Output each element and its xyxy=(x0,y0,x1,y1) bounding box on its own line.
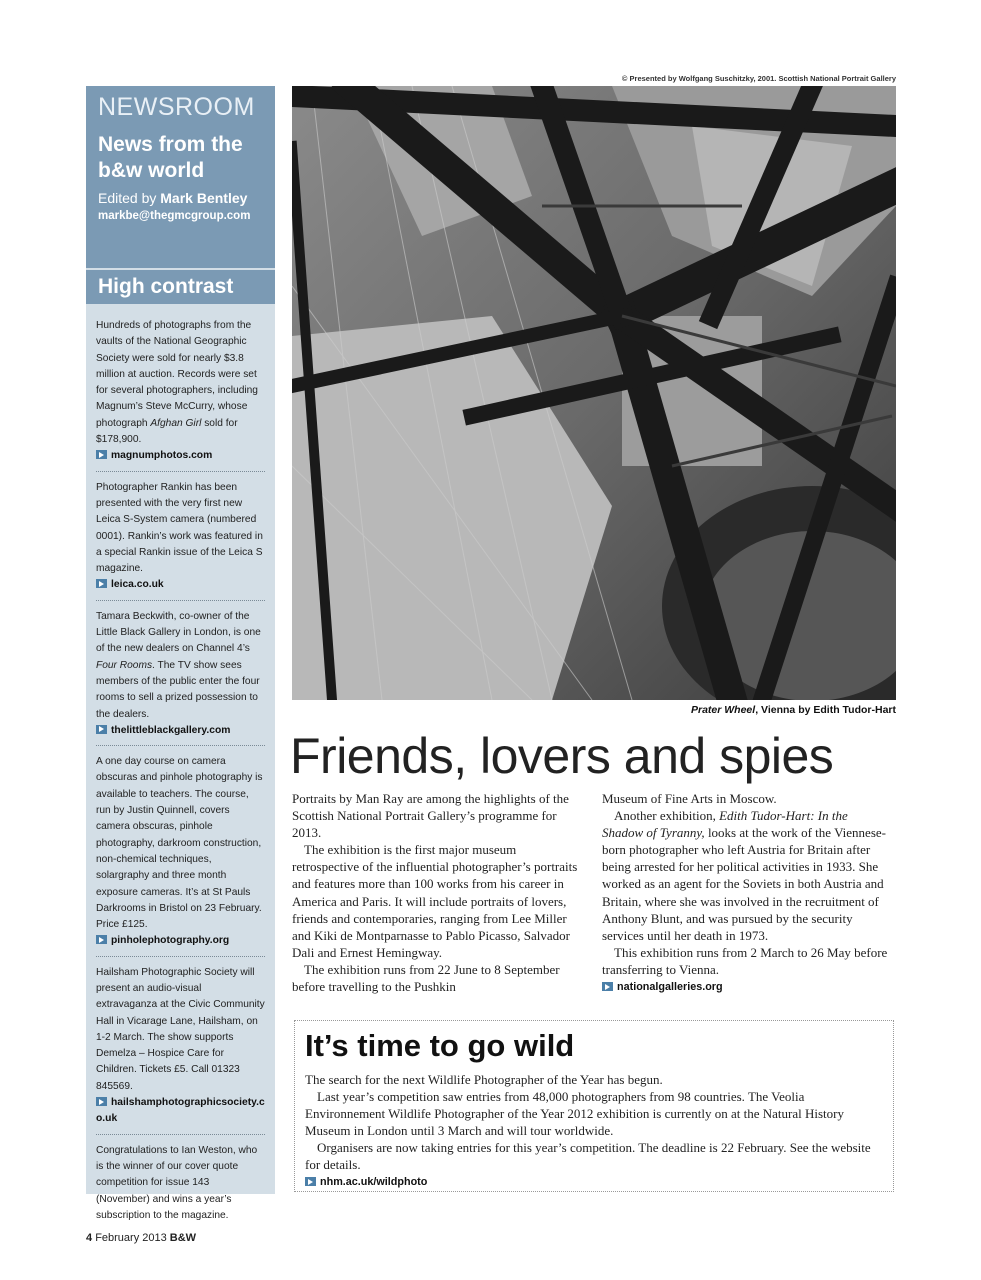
photo-illustration xyxy=(292,86,896,700)
arrow-icon xyxy=(305,1177,316,1186)
arrow-icon xyxy=(96,450,107,459)
editor-credit: Edited by Mark Bentley xyxy=(98,190,248,206)
news-link[interactable]: pinholephotography.org xyxy=(96,933,265,949)
sidebar-header xyxy=(86,86,275,268)
page-footer xyxy=(86,1232,196,1244)
arrow-icon xyxy=(96,1097,107,1106)
sidebar-title: News from the b&w world xyxy=(98,133,243,182)
photo-credit: © Presented by Wolfgang Suschitzky, 2001. Scottish National Portrait Gallery xyxy=(621,74,896,83)
paragraph: The exhibition is the first major museum retrospective of the influential photographer’s portraits and features more than 100 works from his career in America and Paris. It will include portraits of lovers, friends and contemporaries, ranging from Lee Miller and Kiki de Montparnasse to Pablo Picasso, Salvador Dali and Ernest Hemingway. xyxy=(292,842,578,960)
editor-email[interactable]: markbe@thegmcgroup.com xyxy=(98,210,251,222)
photo-caption: Prater Wheel, Vienna by Edith Tudor-Hart xyxy=(691,704,896,716)
paragraph: The search for the next Wildlife Photographer of the Year has begun. xyxy=(305,1072,663,1087)
article-column-2 xyxy=(602,790,892,996)
box-title: It’s time to go wild xyxy=(305,1028,575,1063)
news-item: Photographer Rankin has been presented with the very first new Leica S-System camera (numbered 0001). Rankin’s work was featured in a special Rankin issue of the Leica S magazine. leica.co.uk xyxy=(96,472,265,601)
page-number: 4 xyxy=(86,1232,93,1244)
section-label: NEWSROOM xyxy=(98,93,255,121)
paragraph: Museum of Fine Arts in Moscow. xyxy=(602,791,777,806)
news-link[interactable]: hailshamphotographicsociety.co.uk xyxy=(96,1097,265,1125)
paragraph: Last year’s competition saw entries from 48,000 photographers from 98 countries. The Veolia Environnement Wildlife Photographer of the Year 2012 exhibition is currently on at the Natural History Museum in London until 3 March and will tour worldwide. xyxy=(305,1089,844,1138)
news-item: Hailsham Photographic Society will present an audio-visual extravaganza at the Civic Community Hall in Vicarage Lane, Hailsham, on 1-2 March. The show supports Demelza – Hospice Care for Children. Tickets £5. Call 01323 845569. hailshamphotographicsociety.co.uk xyxy=(96,957,265,1135)
news-item: A one day course on camera obscuras and pinhole photography is available to teachers. The course, run by Justin Quinnell, covers camera obscuras, pinhole photography, darkroom construction, non-chemical techniques, solargraphy and three month exposure cameras. It’s at St Pauls Darkrooms in Bristol on 23 February. Price £125. pinholephotography.org xyxy=(96,746,265,957)
arrow-icon xyxy=(602,982,613,991)
prater-wheel-photo xyxy=(292,86,896,700)
newsroom-sidebar xyxy=(86,86,275,1221)
paragraph: This exhibition runs from 2 March to 26 May before transferring to Vienna. xyxy=(602,944,888,977)
news-item: Hundreds of photographs from the vaults of the National Geographic Society were sold for nearly $3.8 million at auction. Records were set for several photographers, including Magnum’s Steve McCurry, whose photograph Afghan Girl sold for $178,900. magnumphotos.com xyxy=(96,304,265,472)
article-column-1 xyxy=(292,790,582,995)
paragraph: The exhibition runs from 22 June to 8 September before travelling to the Pushkin xyxy=(292,961,560,995)
arrow-icon xyxy=(96,725,107,734)
article-headline: Friends, lovers and spies xyxy=(290,728,834,784)
paragraph: Another exhibition, Edith Tudor-Hart: In the Shadow of Tyranny, looks at the work of the Viennese-born photographer who left Austria for Britain after being arrested for her political activities in 1933. She worked as an agent for the Soviets in both Austria and Britain, where she was involved in the recruitment of Anthony Blunt, and was pursued by the security services until her death in 1973. xyxy=(602,808,886,943)
news-item: Congratulations to Ian Weston, who is the winner of our cover quote competition for issue 143 (November) and wins a year’s subscription to the magazine. xyxy=(96,1144,258,1221)
news-items xyxy=(86,304,275,1230)
news-item: Tamara Beckwith, co-owner of the Little Black Gallery in London, is one of the new dealers on Channel 4’s Four Rooms. The TV show sees members of the public enter the four rooms to sell a prized possession to the dealers. thelittleblackgallery.com xyxy=(96,601,265,746)
editor-name: Mark Bentley xyxy=(160,190,248,206)
sidebar-heading: High contrast xyxy=(86,268,275,304)
arrow-icon xyxy=(96,935,107,944)
news-link[interactable]: magnumphotos.com xyxy=(96,448,265,464)
box-body xyxy=(305,1071,883,1191)
wildlife-box xyxy=(294,1020,894,1192)
news-link[interactable]: leica.co.uk xyxy=(96,577,265,593)
news-link[interactable]: thelittleblackgallery.com xyxy=(96,723,265,739)
issue-date: February 2013 xyxy=(95,1232,167,1244)
article-link[interactable]: nationalgalleries.org xyxy=(602,979,892,996)
paragraph: Portraits by Man Ray are among the highlights of the Scottish National Portrait Gallery’s programme for 2013. xyxy=(292,791,569,841)
magazine-name: B&W xyxy=(169,1232,197,1244)
arrow-icon xyxy=(96,579,107,588)
box-link[interactable]: nhm.ac.uk/wildphoto xyxy=(305,1174,883,1191)
paragraph: Organisers are now taking entries for this year’s competition. The deadline is 22 February. See the website for details. xyxy=(305,1140,871,1172)
